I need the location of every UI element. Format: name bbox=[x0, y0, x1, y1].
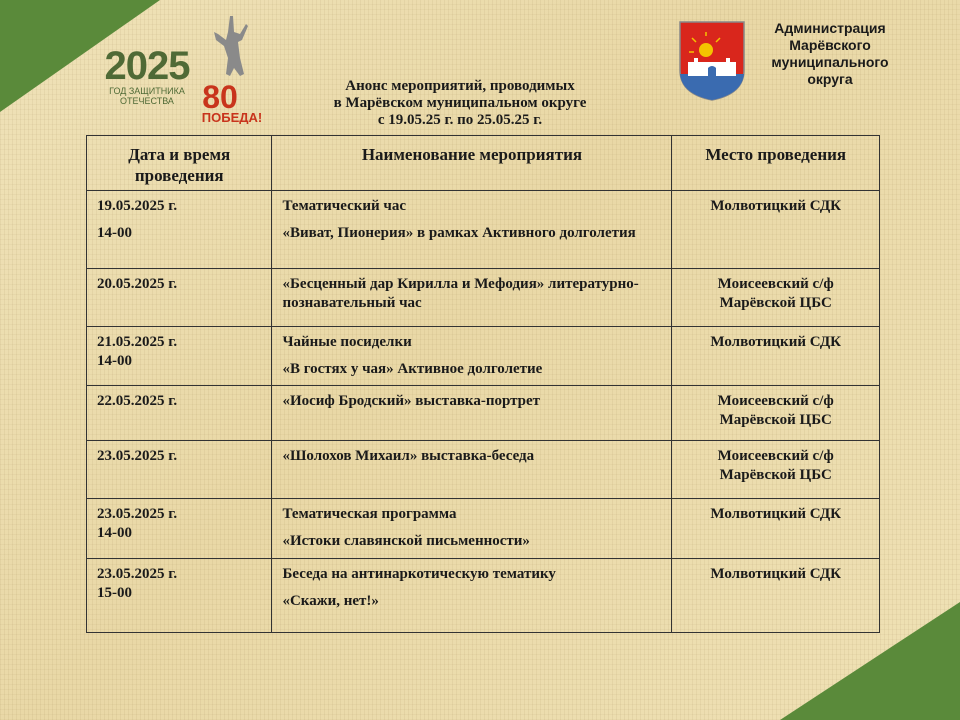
administration-name bbox=[748, 20, 912, 88]
event-time: 14-00 bbox=[97, 225, 132, 241]
event-date-cell bbox=[87, 441, 272, 499]
header-name: Наименование мероприятия bbox=[272, 136, 672, 191]
event-place: Моисеевский с/ф Марёвской ЦБС bbox=[672, 386, 880, 441]
event-place: Моисеевский с/ф Марёвской ЦБС bbox=[672, 269, 880, 327]
table-row bbox=[87, 327, 880, 386]
coat-of-arms-icon bbox=[678, 20, 746, 102]
event-type: Тематическая программа bbox=[282, 506, 457, 522]
event-date: 20.05.2025 г. bbox=[97, 276, 178, 292]
event-place: Молвотицкий СДК bbox=[672, 559, 880, 633]
event-date: 23.05.2025 г. bbox=[97, 506, 178, 522]
logo-80-word: ПОБЕДА! bbox=[201, 110, 263, 124]
event-place: Молвотицкий СДК bbox=[672, 327, 880, 386]
administration-name-line4: округа bbox=[807, 71, 853, 87]
event-name-cell bbox=[272, 327, 672, 386]
event-time: 14-00 bbox=[97, 353, 132, 369]
motherland-statue-icon bbox=[214, 16, 248, 76]
event-date-cell bbox=[87, 191, 272, 269]
event-time: 15-00 bbox=[97, 585, 132, 601]
page-title bbox=[280, 78, 640, 129]
table-row bbox=[87, 441, 880, 499]
event-date: 22.05.2025 г. bbox=[97, 393, 178, 409]
page-title-line1: Анонс мероприятий, проводимых bbox=[345, 78, 575, 94]
event-title: «Бесценный дар Кирилла и Мефодия» литературно-познавательный час bbox=[282, 276, 639, 311]
event-name-cell bbox=[272, 441, 672, 499]
event-date-cell bbox=[87, 386, 272, 441]
events-schedule-table bbox=[86, 135, 880, 633]
logo-2025-year: 2025 bbox=[104, 44, 190, 88]
logo-2025-defender-year bbox=[104, 46, 190, 106]
logo-2025-line1: ГОД ЗАЩИТНИКА bbox=[109, 86, 185, 96]
event-date: 23.05.2025 г. bbox=[97, 566, 178, 582]
event-type: Чайные посиделки bbox=[282, 334, 412, 350]
event-time: 14-00 bbox=[97, 525, 132, 541]
table-row bbox=[87, 499, 880, 559]
event-date-cell bbox=[87, 327, 272, 386]
administration-name-line1: Администрация bbox=[774, 20, 886, 36]
event-place: Моисеевский с/ф Марёвской ЦБС bbox=[672, 441, 880, 499]
logo-80-number: 80 bbox=[202, 79, 238, 115]
table-row bbox=[87, 386, 880, 441]
event-title: «Истоки славянской письменности» bbox=[282, 533, 530, 549]
event-date: 23.05.2025 г. bbox=[97, 448, 178, 464]
event-date-cell bbox=[87, 499, 272, 559]
table-row bbox=[87, 191, 880, 269]
event-place: Молвотицкий СДК bbox=[672, 499, 880, 559]
event-title: «В гостях у чая» Активное долголетие bbox=[282, 361, 543, 377]
event-type: Тематический час bbox=[282, 198, 407, 214]
table-row bbox=[87, 269, 880, 327]
logo-2025-line2: ОТЕЧЕСТВА bbox=[120, 96, 174, 106]
event-name-cell bbox=[272, 559, 672, 633]
administration-name-line2: Марёвского bbox=[789, 37, 871, 53]
header-place: Место проведения bbox=[672, 136, 880, 191]
event-date: 21.05.2025 г. bbox=[97, 334, 178, 350]
event-title: «Шолохов Михаил» выставка-беседа bbox=[282, 448, 535, 464]
event-title: «Иосиф Бродский» выставка-портрет bbox=[282, 393, 541, 409]
event-date-cell bbox=[87, 269, 272, 327]
logo-80-victory bbox=[200, 12, 264, 124]
event-name-cell bbox=[272, 191, 672, 269]
header-date: Дата и время проведения bbox=[87, 136, 272, 191]
event-name-cell bbox=[272, 499, 672, 559]
event-place: Молвотицкий СДК bbox=[672, 191, 880, 269]
page-title-line3: с 19.05.25 г. по 25.05.25 г. bbox=[377, 112, 543, 128]
table-row bbox=[87, 559, 880, 633]
administration-name-line3: муниципального bbox=[771, 54, 889, 70]
event-date-cell bbox=[87, 559, 272, 633]
event-date: 19.05.2025 г. bbox=[97, 198, 178, 214]
page-title-line2: в Марёвском муниципальном округе bbox=[333, 95, 587, 111]
event-title: «Виват, Пионерия» в рамках Активного долголетия bbox=[282, 225, 636, 241]
event-type: Беседа на антинаркотическую тематику bbox=[282, 566, 556, 582]
table-header-row bbox=[87, 136, 880, 191]
event-name-cell bbox=[272, 269, 672, 327]
event-title: «Скажи, нет!» bbox=[282, 593, 379, 609]
event-name-cell bbox=[272, 386, 672, 441]
